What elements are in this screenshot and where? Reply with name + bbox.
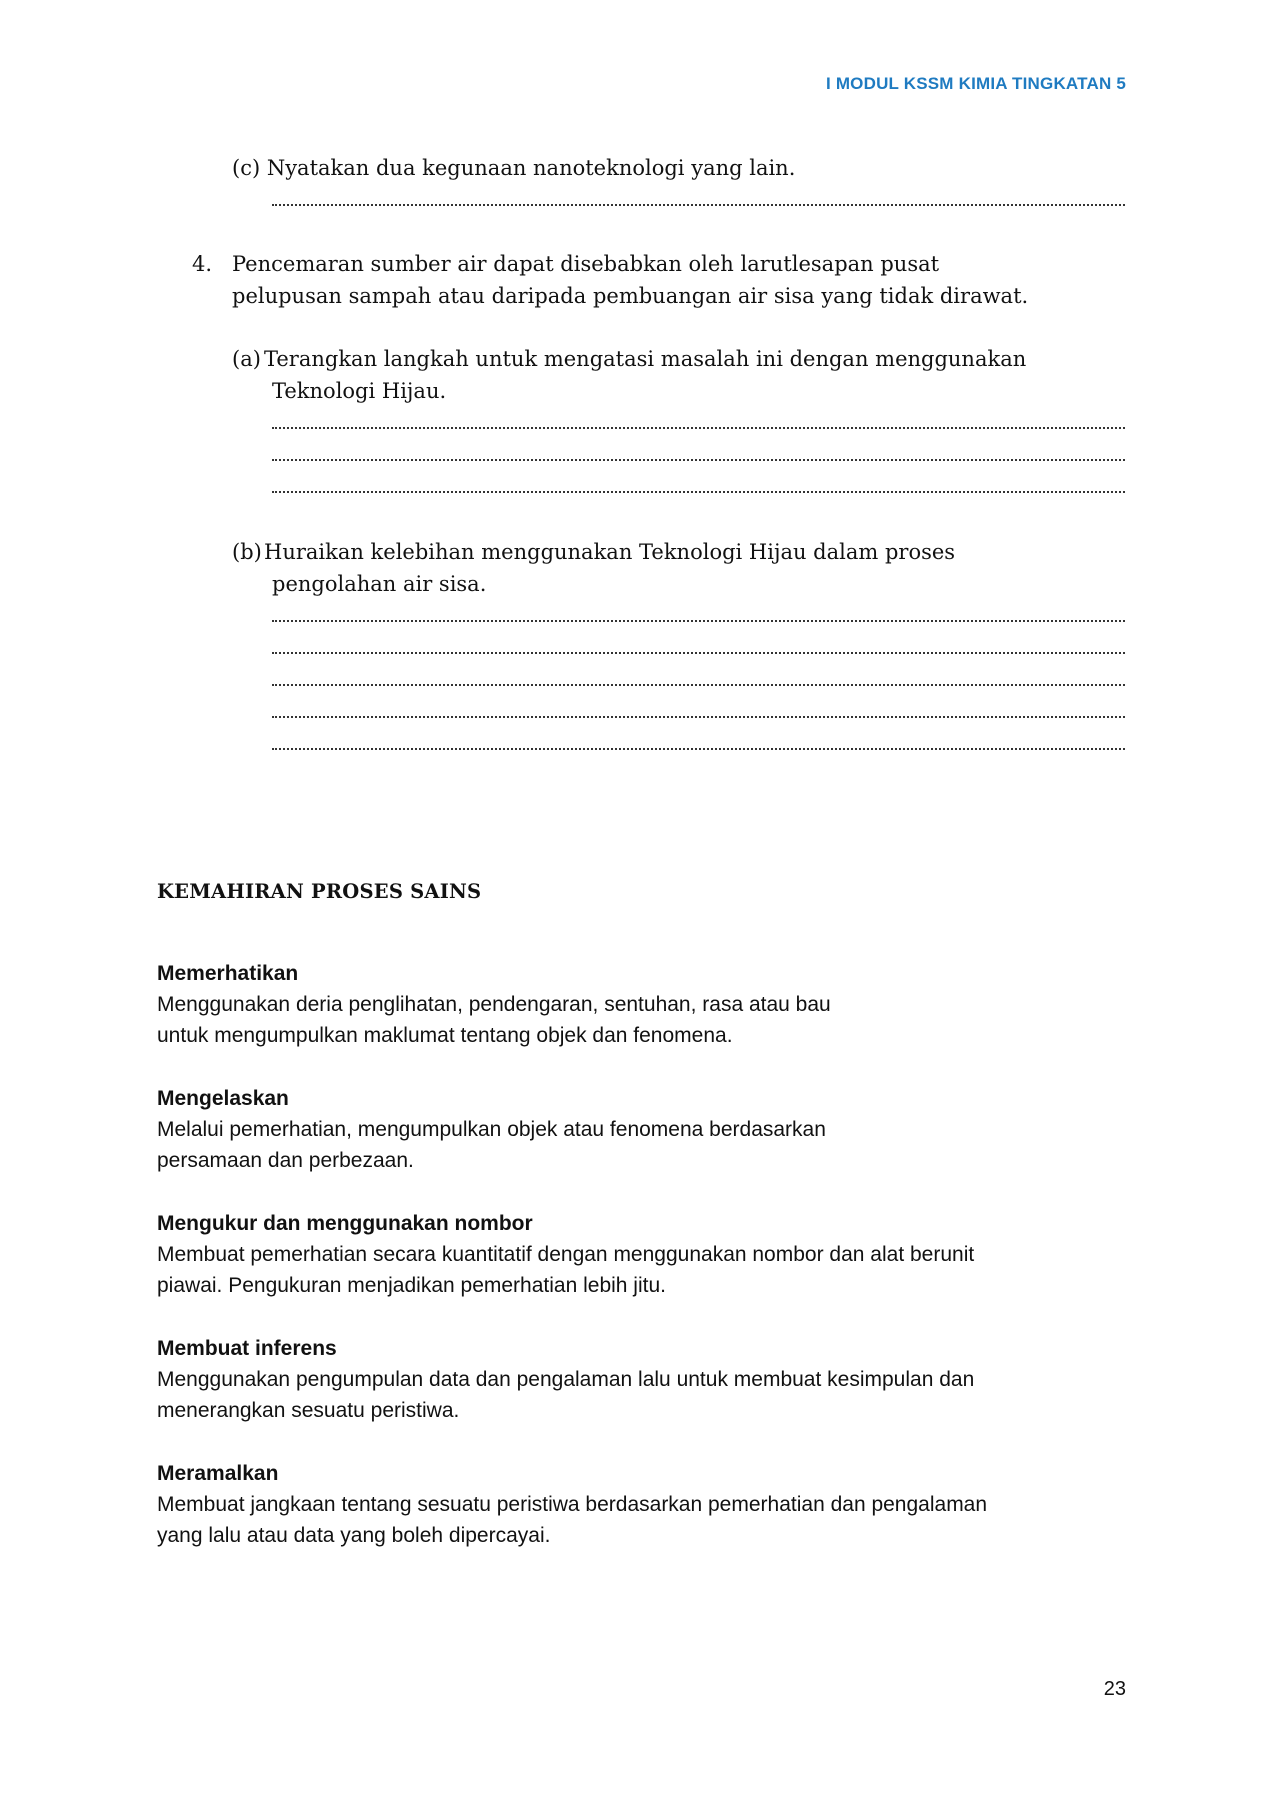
skill-block (157, 1208, 974, 1301)
module-header: I MODUL KSSM KIMIA TINGKATAN 5 (825, 74, 1126, 93)
answer-line-4a-2[interactable] (272, 459, 1125, 461)
skill-title: Meramalkan (157, 1462, 279, 1485)
answer-line-4b-5[interactable] (272, 748, 1125, 750)
skill-title: Mengelaskan (157, 1087, 289, 1110)
question-4a-label: (a) (232, 347, 261, 371)
answer-line-4b-2[interactable] (272, 652, 1125, 654)
skill-title: Memerhatikan (157, 962, 299, 985)
question-4b-line2: pengolahan air sisa. (272, 572, 487, 596)
question-3c-text: (c) Nyatakan dua kegunaan nanoteknologi yang lain. (232, 156, 796, 180)
question-4-number: 4. (192, 252, 213, 276)
section-title: KEMAHIRAN PROSES SAINS (157, 880, 482, 903)
question-4b-label: (b) (232, 540, 262, 564)
skill-block (157, 958, 831, 1051)
skill-description: Menggunakan pengumpulan data dan pengalaman lalu untuk membuat kesimpulan dan menerangkan sesuatu peristiwa. (157, 1368, 975, 1422)
question-4-stem-line1: Pencemaran sumber air dapat disebabkan oleh larutlesapan pusat (232, 252, 940, 276)
skill-description: Menggunakan deria penglihatan, pendengaran, sentuhan, rasa atau bau untuk mengumpulkan maklumat tentang objek dan fenomena. (157, 993, 831, 1047)
skill-block (157, 1333, 974, 1426)
question-4b-line1: Huraikan kelebihan menggunakan Teknologi Hijau dalam proses (264, 540, 956, 564)
question-4a-line1: Terangkan langkah untuk mengatasi masalah ini dengan menggunakan (264, 347, 1027, 371)
skill-title: Membuat inferens (157, 1337, 337, 1360)
skill-title: Mengukur dan menggunakan nombor (157, 1212, 533, 1235)
skill-description: Membuat pemerhatian secara kuantitatif dengan menggunakan nombor dan alat berunit piawai. Pengukuran menjadikan pemerhatian lebih jitu. (157, 1243, 975, 1297)
answer-line-3c[interactable] (272, 204, 1125, 206)
skill-description: Melalui pemerhatian, mengumpulkan objek atau fenomena berdasarkan persamaan dan perbezaan. (157, 1118, 826, 1172)
skill-block (157, 1458, 987, 1551)
page-number: 23 (1103, 1678, 1126, 1700)
answer-line-4b-4[interactable] (272, 716, 1125, 718)
answer-line-4b-3[interactable] (272, 684, 1125, 686)
question-4a-line2: Teknologi Hijau. (272, 379, 447, 403)
answer-line-4b-1[interactable] (272, 620, 1125, 622)
skill-description: Membuat jangkaan tentang sesuatu peristiwa berdasarkan pemerhatian dan pengalaman yang lalu atau data yang boleh dipercayai. (157, 1493, 988, 1547)
answer-line-4a-1[interactable] (272, 427, 1125, 429)
skill-block (157, 1083, 826, 1176)
question-4-stem-line2: pelupusan sampah atau daripada pembuangan air sisa yang tidak dirawat. (232, 284, 1029, 308)
answer-line-4a-3[interactable] (272, 491, 1125, 493)
